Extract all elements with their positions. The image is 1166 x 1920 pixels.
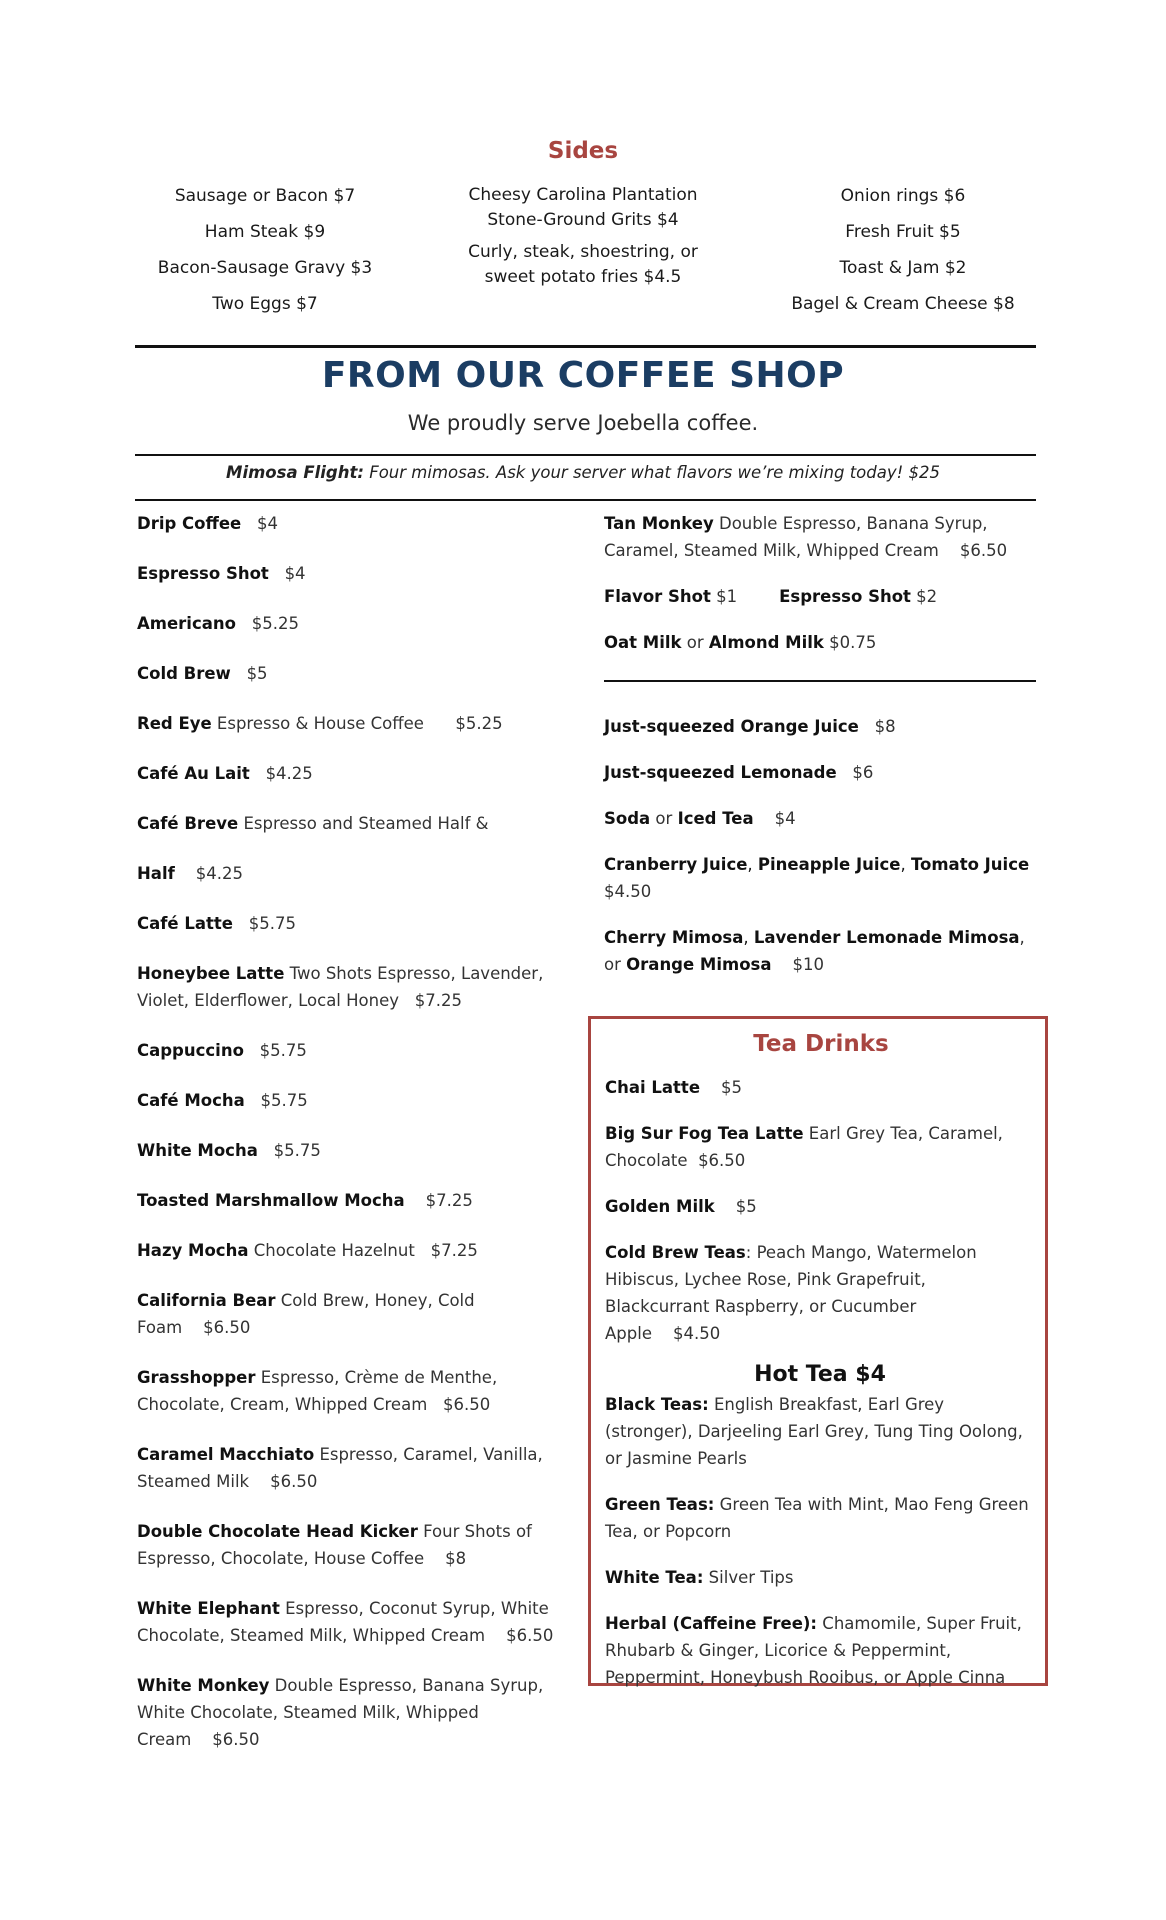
item-price: $6.50 bbox=[443, 1395, 491, 1414]
item-price: $6.50 bbox=[506, 1626, 554, 1645]
item-desc: Espresso and Steamed Half & bbox=[243, 814, 489, 833]
tea-drinks-title: Tea Drinks bbox=[753, 1031, 889, 1057]
item-name: Oat Milk bbox=[604, 633, 682, 652]
item-name: Café Au Lait bbox=[137, 764, 250, 783]
item-name: Golden Milk bbox=[605, 1197, 715, 1216]
menu-item bbox=[137, 1137, 567, 1164]
item-name: Pineapple Juice bbox=[757, 855, 901, 874]
side-item: Stone-Ground Grits $4 bbox=[487, 210, 679, 230]
menu-item bbox=[137, 1187, 567, 1214]
item-price: $5.75 bbox=[248, 914, 296, 933]
item-price: $5.25 bbox=[251, 614, 299, 633]
menu-item bbox=[137, 1595, 567, 1649]
item-desc: , or bbox=[604, 928, 1025, 974]
item-name: Big Sur Fog Tea Latte bbox=[605, 1124, 804, 1143]
item-name: Espresso Shot bbox=[137, 564, 269, 583]
item-price: $4 bbox=[284, 564, 306, 583]
divider-line bbox=[135, 454, 1036, 456]
menu-item bbox=[137, 1087, 567, 1114]
item-name: Just-squeezed Orange Juice bbox=[604, 717, 859, 736]
item-price: $4.50 bbox=[672, 1324, 721, 1343]
item-desc: Espresso, Crème de Menthe, Chocolate, Cream, Whipped Cream bbox=[137, 1368, 498, 1414]
menu-item bbox=[605, 1491, 1035, 1545]
menu-item bbox=[137, 710, 567, 737]
side-item: Cheesy Carolina Plantation bbox=[468, 185, 698, 205]
item-price: $5.75 bbox=[260, 1091, 308, 1110]
item-name: Cappuccino bbox=[137, 1041, 244, 1060]
item-name: Tan Monkey bbox=[604, 514, 714, 533]
item-price: $5 bbox=[721, 1078, 742, 1097]
item-desc: Chocolate Hazelnut bbox=[253, 1241, 415, 1260]
item-price: $5.75 bbox=[259, 1041, 307, 1060]
item-name: Grasshopper bbox=[137, 1368, 256, 1387]
item-name: Flavor Shot bbox=[604, 587, 711, 606]
coffee-shop-subtitle: We proudly serve Joebella coffee. bbox=[407, 411, 759, 435]
divider-line bbox=[135, 499, 1036, 501]
item-name: Iced Tea bbox=[677, 809, 754, 828]
item-price: $4.25 bbox=[195, 864, 244, 883]
sides-column-2 bbox=[428, 183, 738, 297]
item-name: Double Chocolate Head Kicker bbox=[137, 1522, 418, 1541]
item-name: White Tea: bbox=[605, 1568, 704, 1587]
menu-item bbox=[137, 760, 567, 787]
menu-item bbox=[605, 1120, 1035, 1174]
side-item: Bacon-Sausage Gravy $3 bbox=[157, 258, 373, 278]
item-name: Just-squeezed Lemonade bbox=[604, 763, 837, 782]
hot-tea-heading: Hot Tea $4 bbox=[754, 1362, 886, 1387]
item-name: Almond Milk bbox=[708, 633, 824, 652]
menu-item bbox=[605, 1074, 1035, 1101]
menu-item bbox=[604, 805, 1034, 832]
item-price: $1 bbox=[716, 587, 738, 606]
item-name: Herbal (Caffeine Free): bbox=[605, 1614, 818, 1633]
menu-item bbox=[137, 1287, 567, 1341]
side-item: Fresh Fruit $5 bbox=[845, 222, 961, 242]
item-price: $7.25 bbox=[430, 1241, 478, 1260]
item-price: $8 bbox=[445, 1549, 467, 1568]
item-price: $6 bbox=[852, 763, 874, 782]
item-price: $5.25 bbox=[455, 714, 503, 733]
menu-item bbox=[137, 1441, 567, 1495]
item-price: $6.50 bbox=[698, 1151, 746, 1170]
item-desc: Green Tea with Mint, Mao Feng Green Tea, or Popcorn bbox=[605, 1495, 1029, 1541]
sides-column-3 bbox=[748, 183, 1058, 327]
item-name: Lavender Lemonade Mimosa bbox=[753, 928, 1020, 947]
side-item: Sausage or Bacon $7 bbox=[174, 186, 356, 206]
item-name: Hazy Mocha bbox=[137, 1241, 249, 1260]
menu-item bbox=[604, 583, 1034, 610]
item-name: Café Latte bbox=[137, 914, 233, 933]
item-name: Cold Brew Teas bbox=[605, 1243, 746, 1262]
item-desc: Double Espresso, Banana Syrup, White Chocolate, Steamed Milk, Whipped Cream bbox=[137, 1676, 544, 1749]
menu-item bbox=[137, 910, 567, 937]
item-price: $4.50 bbox=[604, 882, 652, 901]
item-desc: Four Shots of Espresso, Chocolate, House Coffee bbox=[137, 1522, 532, 1568]
item-desc: Espresso & House Coffee bbox=[216, 714, 424, 733]
item-price: $0.75 bbox=[829, 633, 877, 652]
menu-item: Cherry Mimosa, Lavender Lemonade Mimosa, or Orange Mimosa $10 bbox=[604, 928, 1025, 974]
item-name: Orange Mimosa bbox=[626, 955, 772, 974]
item-desc: Earl Grey Tea, Caramel, Chocolate bbox=[605, 1124, 1003, 1170]
menu-item bbox=[605, 1564, 1035, 1591]
item-name: Café Mocha bbox=[137, 1091, 245, 1110]
item-name: Cranberry Juice bbox=[604, 855, 748, 874]
menu-item bbox=[137, 860, 567, 887]
item-name: Honeybee Latte bbox=[137, 964, 285, 983]
item-name: Caramel Macchiato bbox=[137, 1445, 315, 1464]
menu-item bbox=[137, 960, 567, 1014]
item-desc: Espresso, Coconut Syrup, White Chocolate, Steamed Milk, Whipped Cream bbox=[137, 1599, 549, 1645]
side-item: Two Eggs $7 bbox=[212, 294, 318, 314]
item-desc: Silver Tips bbox=[708, 1568, 794, 1587]
item-name: Americano bbox=[137, 614, 236, 633]
menu-item bbox=[137, 560, 567, 587]
item-name: White Monkey bbox=[137, 1676, 270, 1695]
item-desc: Espresso, Caramel, Vanilla, Steamed Milk bbox=[137, 1445, 543, 1491]
menu-item bbox=[604, 629, 1034, 656]
item-desc: Chamomile, Super Fruit, Rhubarb & Ginger, Licorice & Peppermint, Peppermint, Honeybush Rooibus, or Apple Cinna bbox=[605, 1614, 1022, 1687]
item-name: Chai Latte bbox=[605, 1078, 701, 1097]
side-item: Curly, steak, shoestring, or bbox=[468, 242, 698, 262]
item-name: Drip Coffee bbox=[137, 514, 242, 533]
item-price: $7.25 bbox=[414, 991, 463, 1010]
menu-item bbox=[137, 1237, 567, 1264]
item-name: California Bear bbox=[137, 1291, 276, 1310]
item-name: Café Breve bbox=[137, 814, 239, 833]
menu-item bbox=[137, 1518, 567, 1572]
coffee-menu-left-column bbox=[137, 510, 567, 1776]
item-price: $6.50 bbox=[270, 1472, 318, 1491]
mimosa-flight-label: Mimosa Flight: bbox=[226, 463, 364, 482]
menu-item: Cranberry Juice, Pineapple Juice, Tomato Juice $4.50 bbox=[604, 855, 1030, 901]
menu-item bbox=[137, 510, 567, 537]
section-divider bbox=[135, 345, 1036, 348]
item-name: Half bbox=[137, 864, 175, 883]
item-desc: or bbox=[655, 809, 673, 828]
side-item: Ham Steak $9 bbox=[204, 222, 326, 242]
item-price: $4.25 bbox=[265, 764, 313, 783]
menu-item bbox=[137, 1364, 567, 1418]
menu-item bbox=[137, 660, 567, 687]
menu-item bbox=[604, 759, 1034, 786]
item-price: $5.75 bbox=[273, 1141, 321, 1160]
item-price: $6.50 bbox=[959, 541, 1008, 560]
item-price: $4 bbox=[774, 809, 796, 828]
item-name: Espresso Shot bbox=[779, 587, 911, 606]
side-item: Bagel & Cream Cheese $8 bbox=[791, 294, 1015, 314]
tea-drinks-box bbox=[588, 1016, 1048, 1686]
item-desc: : Peach Mango, Watermelon Hibiscus, Lychee Rose, Pink Grapefruit, Blackcurrant Raspberry, or Cucumber Apple bbox=[605, 1243, 977, 1343]
menu-item bbox=[605, 1193, 1035, 1220]
item-price: $6.50 bbox=[203, 1318, 251, 1337]
item-price: $10 bbox=[792, 955, 824, 974]
item-desc: Double Espresso, Banana Syrup, Caramel, Steamed Milk, Whipped Cream bbox=[604, 514, 988, 560]
sides-title: Sides bbox=[547, 138, 619, 164]
item-name: Toasted Marshmallow Mocha bbox=[137, 1191, 405, 1210]
item-desc: Two Shots Espresso, Lavender, Violet, Elderflower, Local Honey bbox=[137, 964, 544, 1010]
item-name: White Mocha bbox=[137, 1141, 258, 1160]
item-name: White Elephant bbox=[137, 1599, 280, 1618]
mimosa-flight-line bbox=[0, 463, 1166, 482]
side-item: sweet potato fries $4.5 bbox=[484, 267, 682, 287]
item-desc: Cold Brew, Honey, Cold Foam bbox=[137, 1291, 475, 1337]
item-name: Cold Brew bbox=[137, 664, 231, 683]
menu-item bbox=[604, 713, 1034, 740]
item-name: Cherry Mimosa bbox=[604, 928, 744, 947]
item-price: $7.25 bbox=[425, 1191, 473, 1210]
menu-item bbox=[137, 610, 567, 637]
menu-item bbox=[605, 1610, 1035, 1691]
side-item: Toast & Jam $2 bbox=[839, 258, 967, 278]
item-name: Soda bbox=[604, 809, 651, 828]
item-price: $5 bbox=[246, 664, 268, 683]
menu-item bbox=[137, 810, 567, 837]
item-price: $4 bbox=[257, 514, 278, 533]
side-item: Onion rings $6 bbox=[840, 186, 966, 206]
coffee-menu-right-column bbox=[604, 510, 1034, 679]
item-price: $2 bbox=[916, 587, 938, 606]
item-price: $6.50 bbox=[212, 1730, 260, 1749]
item-desc: or bbox=[686, 633, 704, 652]
coffee-shop-title: FROM OUR COFFEE SHOP bbox=[321, 355, 845, 396]
divider-line bbox=[604, 680, 1036, 682]
menu-item bbox=[605, 1391, 1035, 1472]
sides-column-1 bbox=[110, 183, 420, 327]
drinks-list bbox=[604, 713, 1034, 1001]
menu-item bbox=[605, 1239, 1035, 1347]
item-price: $8 bbox=[874, 717, 896, 736]
item-name: Tomato Juice bbox=[910, 855, 1030, 874]
item-price: $5 bbox=[735, 1197, 757, 1216]
menu-item bbox=[604, 510, 1034, 564]
item-name: Black Teas: bbox=[605, 1395, 709, 1414]
menu-item bbox=[137, 1672, 567, 1753]
mimosa-flight-text: Four mimosas. Ask your server what flavors we’re mixing today! $25 bbox=[369, 463, 940, 482]
menu-item bbox=[137, 1037, 567, 1064]
item-desc: English Breakfast, Earl Grey (stronger), Darjeeling Earl Grey, Tung Ting Oolong, or Jasmine Pearls bbox=[605, 1395, 1023, 1468]
tea-list bbox=[605, 1074, 1035, 1691]
item-name: Green Teas: bbox=[605, 1495, 715, 1514]
item-name: Red Eye bbox=[137, 714, 212, 733]
